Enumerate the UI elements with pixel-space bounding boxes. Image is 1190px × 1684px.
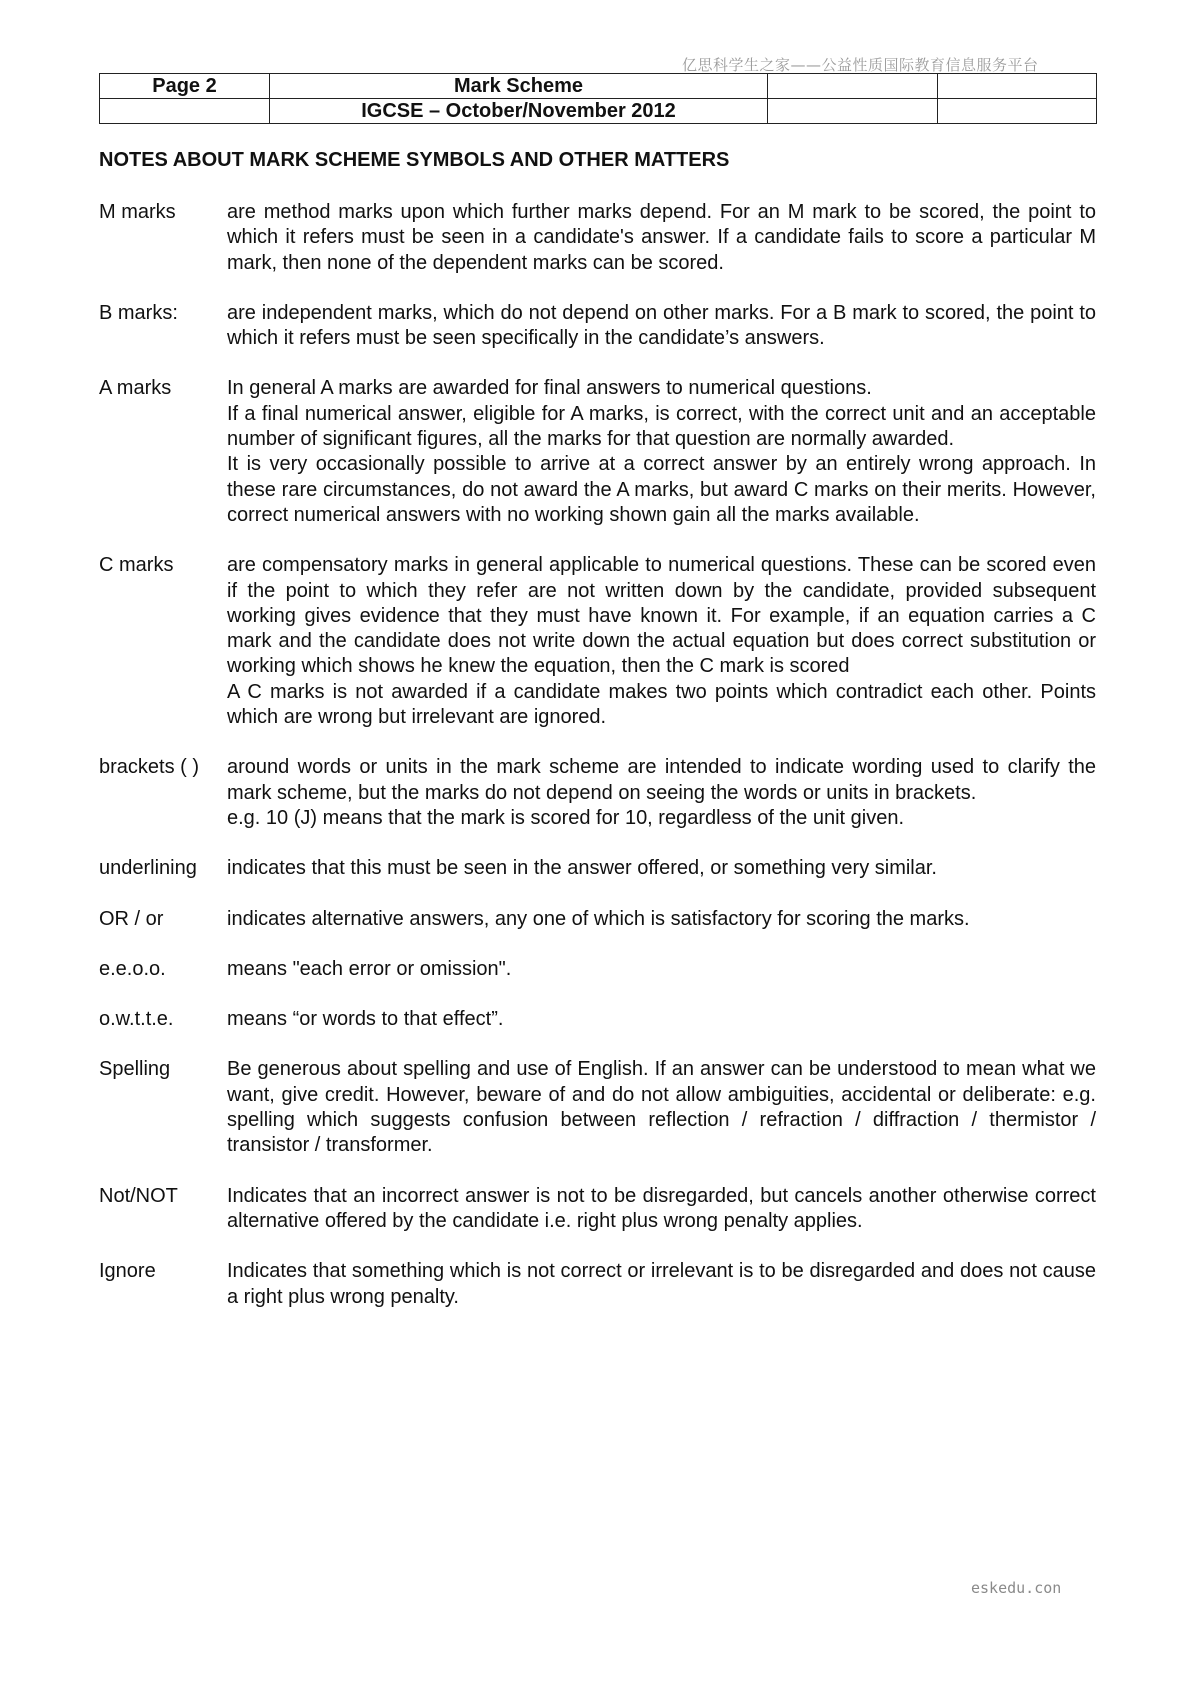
note-definition: [227, 1184, 1096, 1235]
note-entry: [99, 200, 1096, 276]
definition-paragraph: Be generous about spelling and use of English. If an answer can be understood to mean what we want, give credit. However, beware of and do not allow ambiguities, accidental or deliberate: e.g. spelling which suggests confusion between reflection / refraction / diffraction / thermistor / transistor / transformer.: [227, 1058, 1096, 1157]
header-table: [99, 73, 1097, 124]
note-term: Ignore: [99, 1260, 156, 1283]
header-blank-cell: [100, 99, 270, 124]
note-term: B marks:: [99, 301, 178, 324]
note-term: Not/NOT: [99, 1184, 178, 1207]
definition-paragraph: indicates that this must be seen in the answer offered, or something very similar.: [227, 857, 937, 880]
note-term: C marks: [99, 554, 174, 577]
note-entry: [99, 301, 1096, 352]
note-definition: [227, 1007, 1096, 1032]
note-entry: [99, 755, 1096, 831]
note-entry: [99, 1259, 1096, 1310]
note-entry: [99, 907, 1096, 932]
note-definition: [227, 553, 1096, 730]
note-definition: [227, 856, 1096, 881]
header-blank-cell: [768, 99, 938, 124]
page-label: Page 2: [100, 74, 270, 99]
watermark-top: 亿思科学生之家——公益性质国际教育信息服务平台: [682, 56, 1039, 74]
note-definition: [227, 907, 1096, 932]
definition-paragraph: e.g. 10 (J) means that the mark is scored for 10, regardless of the unit given.: [227, 806, 905, 829]
note-definition: [227, 1259, 1096, 1310]
note-entry: [99, 376, 1096, 528]
note-term: o.w.t.t.e.: [99, 1008, 174, 1031]
definition-paragraph: are method marks upon which further marks depend. For an M mark to be scored, the point to which it refers must be seen in a candidate's answer. If a candidate fails to score a particular M mark, then none of the dependent marks can be scored.: [227, 201, 1096, 274]
note-term: e.e.o.o.: [99, 957, 166, 980]
note-definition: [227, 301, 1096, 352]
note-entry: [99, 1057, 1096, 1158]
header-blank-cell: [938, 74, 1097, 99]
definition-paragraph: are independent marks, which do not depend on other marks. For a B mark to scored, the point to which it refers must be seen specifically in the candidate’s answers.: [227, 301, 1096, 350]
note-entry: [99, 957, 1096, 982]
header-blank-cell: [768, 74, 938, 99]
note-definition: [227, 755, 1096, 831]
header-blank-cell: [938, 99, 1097, 124]
section-title: NOTES ABOUT MARK SCHEME SYMBOLS AND OTHER MATTERS: [99, 149, 730, 171]
notes-list: [99, 200, 1096, 1335]
note-term: underlining: [99, 857, 197, 880]
definition-paragraph: are compensatory marks in general applicable to numerical questions. These can be scored even if the point to which they refer are not written down by the candidate, provided subsequent working gives evidence that they must have known it. For example, if an equation carries a C mark and the candidate does not write down the actual equation but does correct substitution or working which shows he knew the equation, then the C mark is scored: [227, 554, 1096, 678]
note-definition: [227, 200, 1096, 276]
note-term: Spelling: [99, 1058, 171, 1081]
note-entry: [99, 856, 1096, 881]
note-term: OR / or: [99, 907, 164, 930]
definition-paragraph: It is very occasionally possible to arrive at a correct answer by an entirely wrong approach. In these rare circumstances, do not award the A marks, but award C marks on their merits. However, correct numerical answers with no working shown gain all the marks available.: [227, 453, 1096, 526]
definition-paragraph: around words or units in the mark scheme are intended to indicate wording used to clarify the mark scheme, but the marks do not depend on seeing the words or units in brackets.: [227, 756, 1096, 804]
page-subtitle: IGCSE – October/November 2012: [270, 99, 768, 124]
definition-paragraph: means “or words to that effect”.: [227, 1008, 504, 1031]
watermark-bottom: eskedu.con: [971, 1579, 1062, 1597]
page-title: Mark Scheme: [270, 74, 768, 99]
definition-paragraph: means "each error or omission".: [227, 957, 512, 980]
note-entry: [99, 553, 1096, 730]
note-definition: [227, 376, 1096, 528]
note-entry: [99, 1184, 1096, 1235]
definition-paragraph: indicates alternative answers, any one of which is satisfactory for scoring the marks.: [227, 907, 970, 930]
note-term: M marks: [99, 201, 176, 223]
note-entry: [99, 1007, 1096, 1032]
definition-paragraph: Indicates that something which is not correct or irrelevant is to be disregarded and does not cause a right plus wrong penalty.: [227, 1260, 1096, 1308]
note-definition: [227, 957, 1096, 982]
note-term: brackets ( ): [99, 756, 200, 779]
definition-paragraph: A C marks is not awarded if a candidate makes two points which contradict each other. Points which are wrong but irrelevant are ignored.: [227, 680, 1096, 729]
definition-paragraph: In general A marks are awarded for final answers to numerical questions.: [227, 377, 872, 400]
definition-paragraph: Indicates that an incorrect answer is not to be disregarded, but cancels another otherwise correct alternative offered by the candidate i.e. right plus wrong penalty applies.: [227, 1184, 1096, 1232]
note-term: A marks: [99, 377, 172, 400]
definition-paragraph: If a final numerical answer, eligible for A marks, is correct, with the correct unit and an acceptable number of significant figures, all the marks for that question are normally awarded.: [227, 402, 1096, 451]
note-definition: [227, 1057, 1096, 1158]
